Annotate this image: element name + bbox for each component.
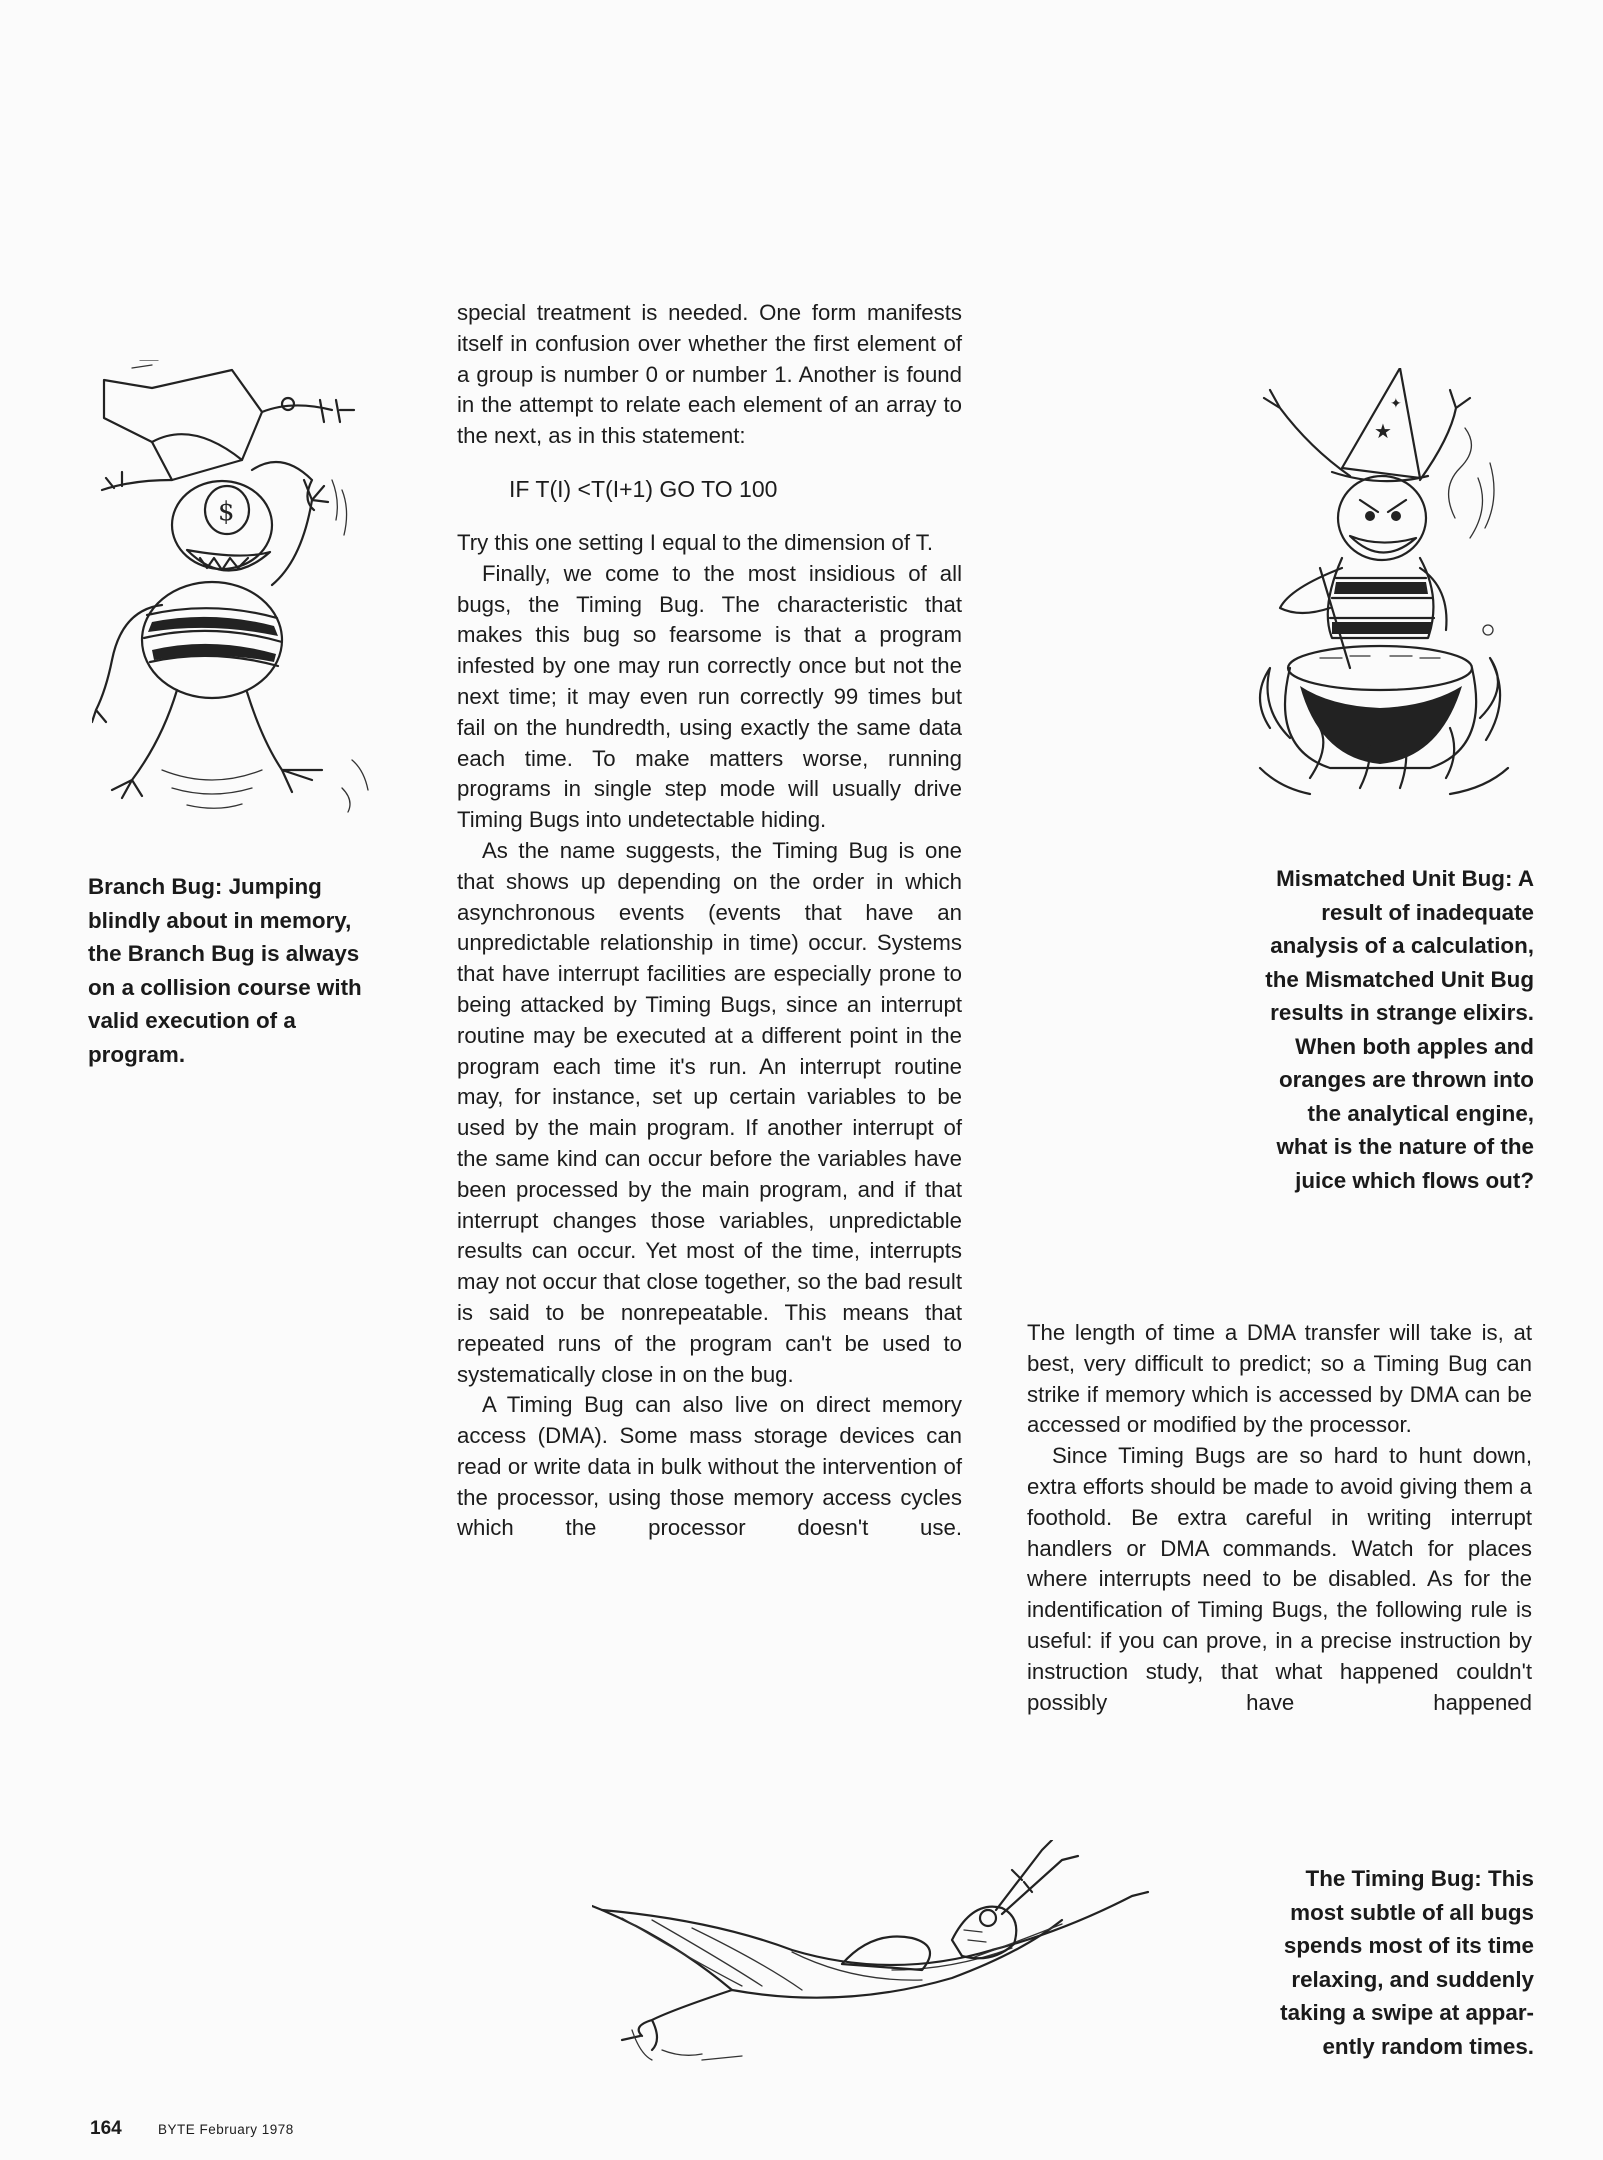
paragraph: Since Timing Bugs are so hard to hunt down, extra efforts should be made to avoid giving them a foothold. Be extra careful in writing interrupt handlers or DMA commands. Watch for places where interrupts need to be disabled. As for the indentification of Timing Bugs, the following rule is useful: if you can prove, in a precise instruction by instruction study, that what happened couldn't possibly have happened <box>1027 1443 1532 1715</box>
paragraph: Try this one setting I equal to the dimension of T. <box>457 529 934 555</box>
caption-line: ently random times. <box>1322 2033 1534 2059</box>
caption-line: on a collision course with <box>88 974 362 1000</box>
article-column-right <box>1027 1318 1532 1718</box>
caption-line: Branch Bug: Jumping <box>88 874 322 899</box>
caption-line: valid execution of a <box>88 1008 296 1033</box>
page-number: 164 <box>90 2118 122 2139</box>
caption-line: The Timing Bug: This <box>1305 1866 1534 1891</box>
paragraph: The length of time a DMA transfer will take is, at best, very difficult to predict; so a Timing Bug can strike if memory which is accessed by DMA can be accessed or modified by the processor. <box>1027 1320 1532 1438</box>
caption-line: oranges are thrown into <box>1278 1067 1534 1092</box>
caption-line: the Mismatched Unit Bug <box>1265 966 1534 992</box>
caption-line: blindly about in memory, <box>88 907 352 933</box>
caption-line: what is the nature of the <box>1276 1134 1534 1159</box>
paragraph: As the name suggests, the Timing Bug is one that shows up depending on the order in which asynchronous events (events that have an unpredictable relationship in time) occur. Systems that have interrupt facilities are especially prone to being attacked by Timing Bugs, since an interrupt routine may be executed at a different point in the program each time it's run. An interrupt routine may, for instance, set up certain variables to be used by the main program. If another interrupt of the same kind can occur before the variables have been processed by the main program, and if that interrupt changes those variables, unpredictable results can occur. Yet most of the time, interrupts may not occur that close together, so the bad result is said to be nonrepeatable. This means that repeated runs of the program can't be used to systematically close in on the bug. <box>457 837 962 1387</box>
paragraph: Finally, we come to the most insidious of all bugs, the Timing Bug. The characteristic that makes this bug so fearsome is that a program infested by one may run correctly once but not the next time; it may even run correctly 99 times but fail on the hundredth, using exactly the same data each time. To make matters worse, running programs in single step mode will usually drive Timing Bugs into undetectable hiding. <box>457 560 962 833</box>
code-statement: IF T(I) <T(I+1) GO TO 100 <box>509 475 778 502</box>
caption-line: spends most of its time <box>1283 1933 1534 1958</box>
paragraph: special treatment is needed. One form manifests itself in confusion over whether the first element of a group is number 0 or number 1. Another is found in the attempt to relate each element of an array to the next, as in this statement: <box>457 300 962 449</box>
article-column-middle <box>457 298 962 1544</box>
caption-line: the Branch Bug is always <box>88 941 360 966</box>
paragraph: A Timing Bug can also live on direct memory access (DMA). Some mass storage devices can read or write data in bulk without the intervention of the processor, using those memory access cycles which the processor doesn't use. <box>457 1392 962 1541</box>
caption-line: the analytical engine, <box>1307 1100 1534 1126</box>
caption-timing-bug <box>1200 1862 1534 2063</box>
branch-bug-illustration <box>92 360 422 820</box>
caption-line: results in strange elixirs. <box>1270 1000 1534 1025</box>
caption-line: Mismatched Unit Bug: A <box>1276 866 1534 891</box>
caption-line: analysis of a calculation, <box>1270 933 1534 958</box>
caption-line: juice which flows out? <box>1295 1167 1534 1193</box>
caption-line: taking a swipe at appar- <box>1280 2000 1534 2025</box>
caption-line: most subtle of all bugs <box>1290 1899 1534 1925</box>
caption-branch-bug <box>88 870 362 1071</box>
timing-bug-hammock-illustration <box>592 1840 1152 2070</box>
mismatched-unit-bug-illustration <box>1250 368 1520 798</box>
magazine-issue: BYTE February 1978 <box>158 2122 294 2137</box>
caption-mismatched-unit-bug <box>1160 862 1534 1197</box>
svg-text:✦: ✦ <box>1390 395 1402 411</box>
caption-line: result of inadequate <box>1321 899 1534 925</box>
caption-line: When both apples and <box>1295 1033 1534 1059</box>
caption-line: program. <box>88 1041 186 1067</box>
svg-text:$: $ <box>218 497 235 527</box>
caption-line: relaxing, and suddenly <box>1291 1966 1534 1992</box>
svg-text:★: ★ <box>1374 421 1392 443</box>
